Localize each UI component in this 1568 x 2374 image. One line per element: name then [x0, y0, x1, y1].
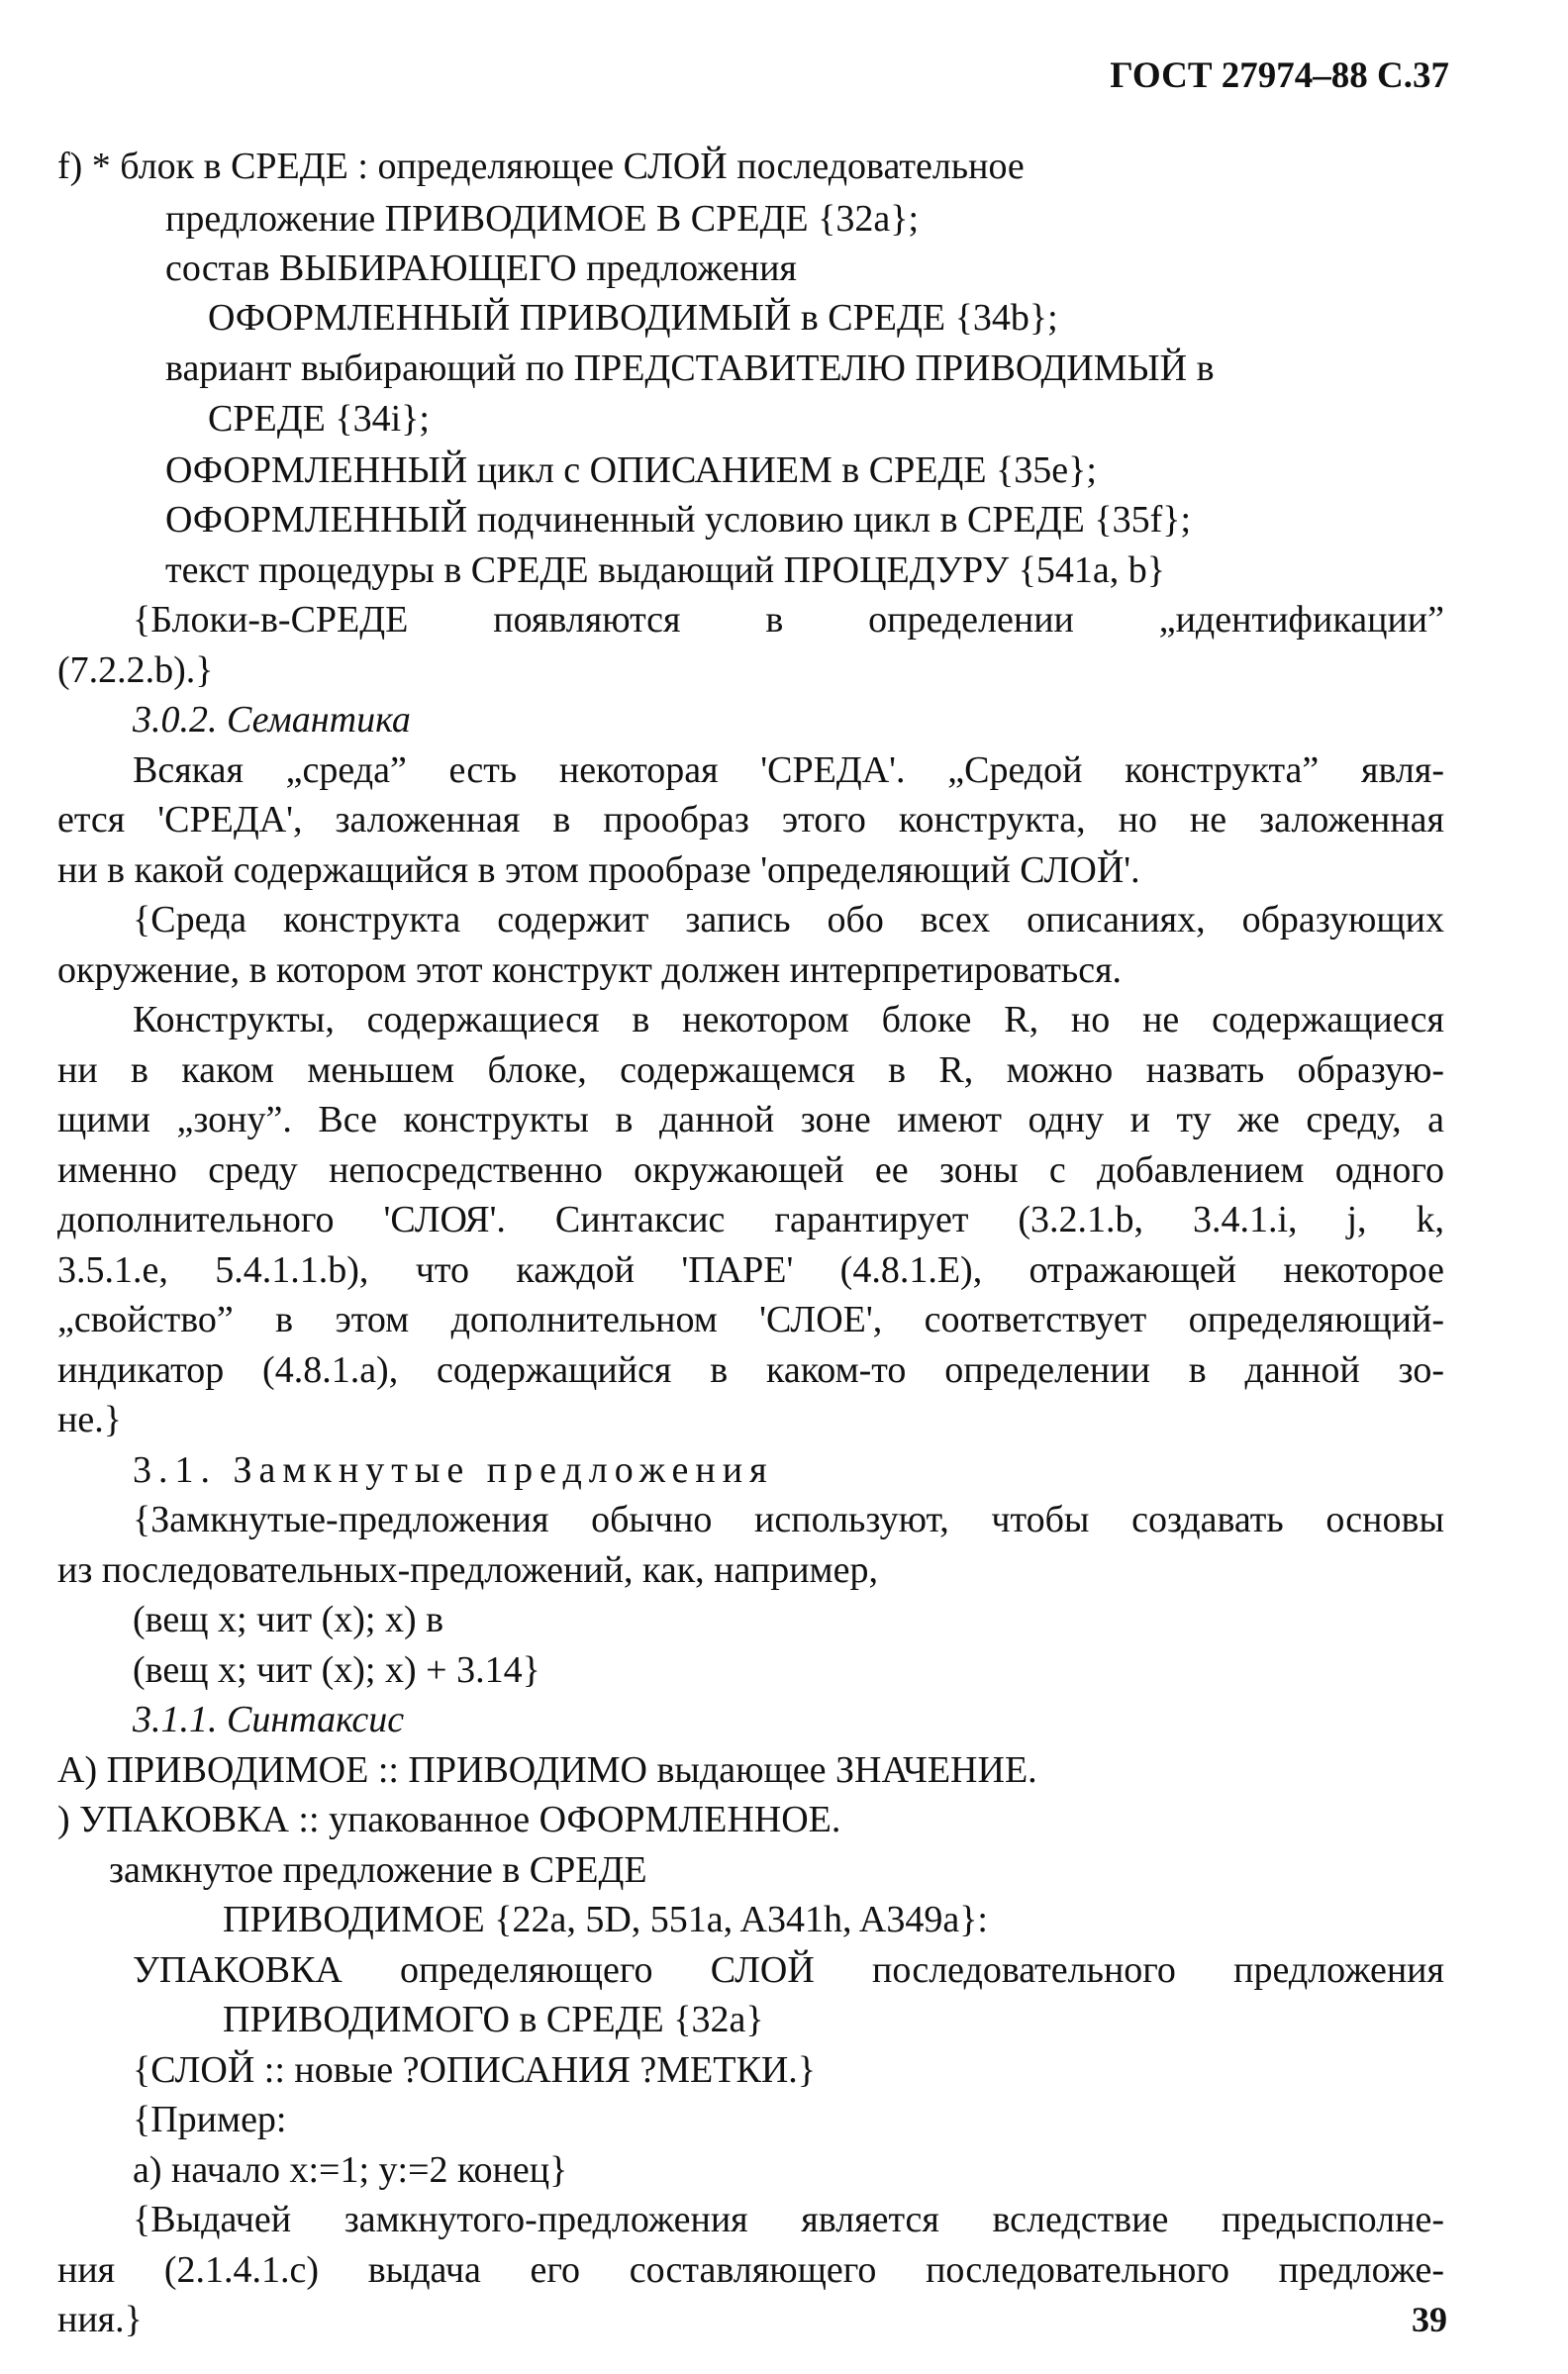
text-line: ПРИВОДИМОГО в СРЕДЕ {32a}	[223, 1999, 764, 2040]
text-line: ОФОРМЛЕННЫЙ подчиненный условию цикл в СРЕДЕ {35f};	[165, 499, 1192, 541]
section-heading: 3.1.1. Синтаксис	[133, 1699, 405, 1740]
section-heading: 3.0.2. Семантика	[133, 699, 411, 741]
text-line: ) УПАКОВКА :: упакованное ОФОРМЛЕННОЕ.	[57, 1799, 841, 1840]
text-line: (7.2.2.b).}	[57, 649, 214, 691]
text-line: Всякая „среда” есть некоторая 'СРЕДА'. „Средой конструкта” явля-	[133, 749, 1444, 791]
text-line: f) * блок в СРЕДЕ : определяющее СЛОЙ последовательное	[57, 146, 1025, 187]
section-heading: 3.1. Замкнутые предложения	[133, 1449, 774, 1491]
text-line: {Блоки-в-СРЕДЕ появляются в определении „идентификации”	[133, 599, 1444, 641]
text-line: СРЕДЕ {34i};	[208, 398, 430, 440]
text-line: a) начало x:=1; y:=2 конец}	[133, 2149, 568, 2191]
text-line: {Среда конструкта содержит запись обо всех описаниях, образующих	[133, 899, 1444, 940]
text-line: предложение ПРИВОДИМОЕ В СРЕДЕ {32a};	[165, 198, 920, 240]
text-line: индикатор (4.8.1.a), содержащийся в каком-то определении в данной зо-	[57, 1349, 1444, 1391]
text-line: именно среду непосредственно окружающей ее зоны с добавлением одного	[57, 1149, 1444, 1191]
page-number: 39	[1412, 2300, 1447, 2339]
text-line: A) ПРИВОДИМОЕ :: ПРИВОДИМО выдающее ЗНАЧЕНИЕ.	[57, 1749, 1037, 1791]
text-line: ОФОРМЛЕННЫЙ цикл с ОПИСАНИЕМ в СРЕДЕ {35e};	[165, 449, 1097, 491]
text-line: ния (2.1.4.1.c) выдача его составляющего последовательного предложе-	[57, 2249, 1444, 2291]
text-line: УПАКОВКА определяющего СЛОЙ последовательного предложения	[133, 1949, 1444, 1991]
text-line: ется 'СРЕДА', заложенная в прообраз этого конструкта, но не заложенная	[57, 799, 1444, 841]
text-line: текст процедуры в СРЕДЕ выдающий ПРОЦЕДУРУ {541a, b}	[165, 549, 1165, 591]
text-line: {Замкнутые-предложения обычно используют, чтобы создавать основы	[133, 1499, 1444, 1540]
text-line: „свойство” в этом дополнительном 'СЛОЕ', соответствует определяющий-	[57, 1299, 1444, 1340]
text-line: окружение, в котором этот конструкт должен интерпретироваться.	[57, 949, 1123, 991]
text-line: замкнутое предложение в СРЕДЕ	[109, 1849, 647, 1891]
text-line: вариант выбирающий по ПРЕДСТАВИТЕЛЮ ПРИВОДИМЫЙ в	[165, 347, 1215, 389]
text-line: {Пример:	[133, 2099, 287, 2140]
text-line: ПРИВОДИМОЕ {22a, 5D, 551a, A341h, A349a}:	[223, 1899, 988, 1940]
text-line: ни в каком меньшем блоке, содержащемся в R, можно назвать образую-	[57, 1049, 1444, 1091]
text-line: щими „зону”. Все конструкты в данной зоне имеют одну и ту же среду, а	[57, 1099, 1444, 1140]
text-line: {СЛОЙ :: новые ?ОПИСАНИЯ ?МЕТКИ.}	[133, 2049, 817, 2091]
text-line: ния.}	[57, 2299, 143, 2340]
text-line: (вещ x; чит (x); x) в	[133, 1599, 444, 1640]
text-line: дополнительного 'СЛОЯ'. Синтаксис гарантирует (3.2.1.b, 3.4.1.i, j, k,	[57, 1199, 1444, 1240]
text-line: Конструкты, содержащиеся в некотором блоке R, но не содержащиеся	[133, 999, 1444, 1040]
text-line: не.}	[57, 1399, 122, 1440]
text-line: ни в какой содержащийся в этом прообразе 'определяющий СЛОЙ'.	[57, 849, 1140, 891]
text-line: ОФОРМЛЕННЫЙ ПРИВОДИМЫЙ в СРЕДЕ {34b};	[208, 297, 1058, 339]
text-line: (вещ x; чит (x); x) + 3.14}	[133, 1649, 540, 1691]
text-line: 3.5.1.e, 5.4.1.1.b), что каждой 'ПАРЕ' (4.8.1.E), отражающей некоторое	[57, 1249, 1444, 1291]
running-header: ГОСТ 27974–88 С.37	[1110, 55, 1449, 96]
text-line: состав ВЫБИРАЮЩЕГО предложения	[165, 247, 797, 289]
text-line: {Выдачей замкнутого-предложения является вследствие предысполне-	[133, 2199, 1444, 2240]
text-line: из последовательных-предложений, как, например,	[57, 1549, 878, 1591]
